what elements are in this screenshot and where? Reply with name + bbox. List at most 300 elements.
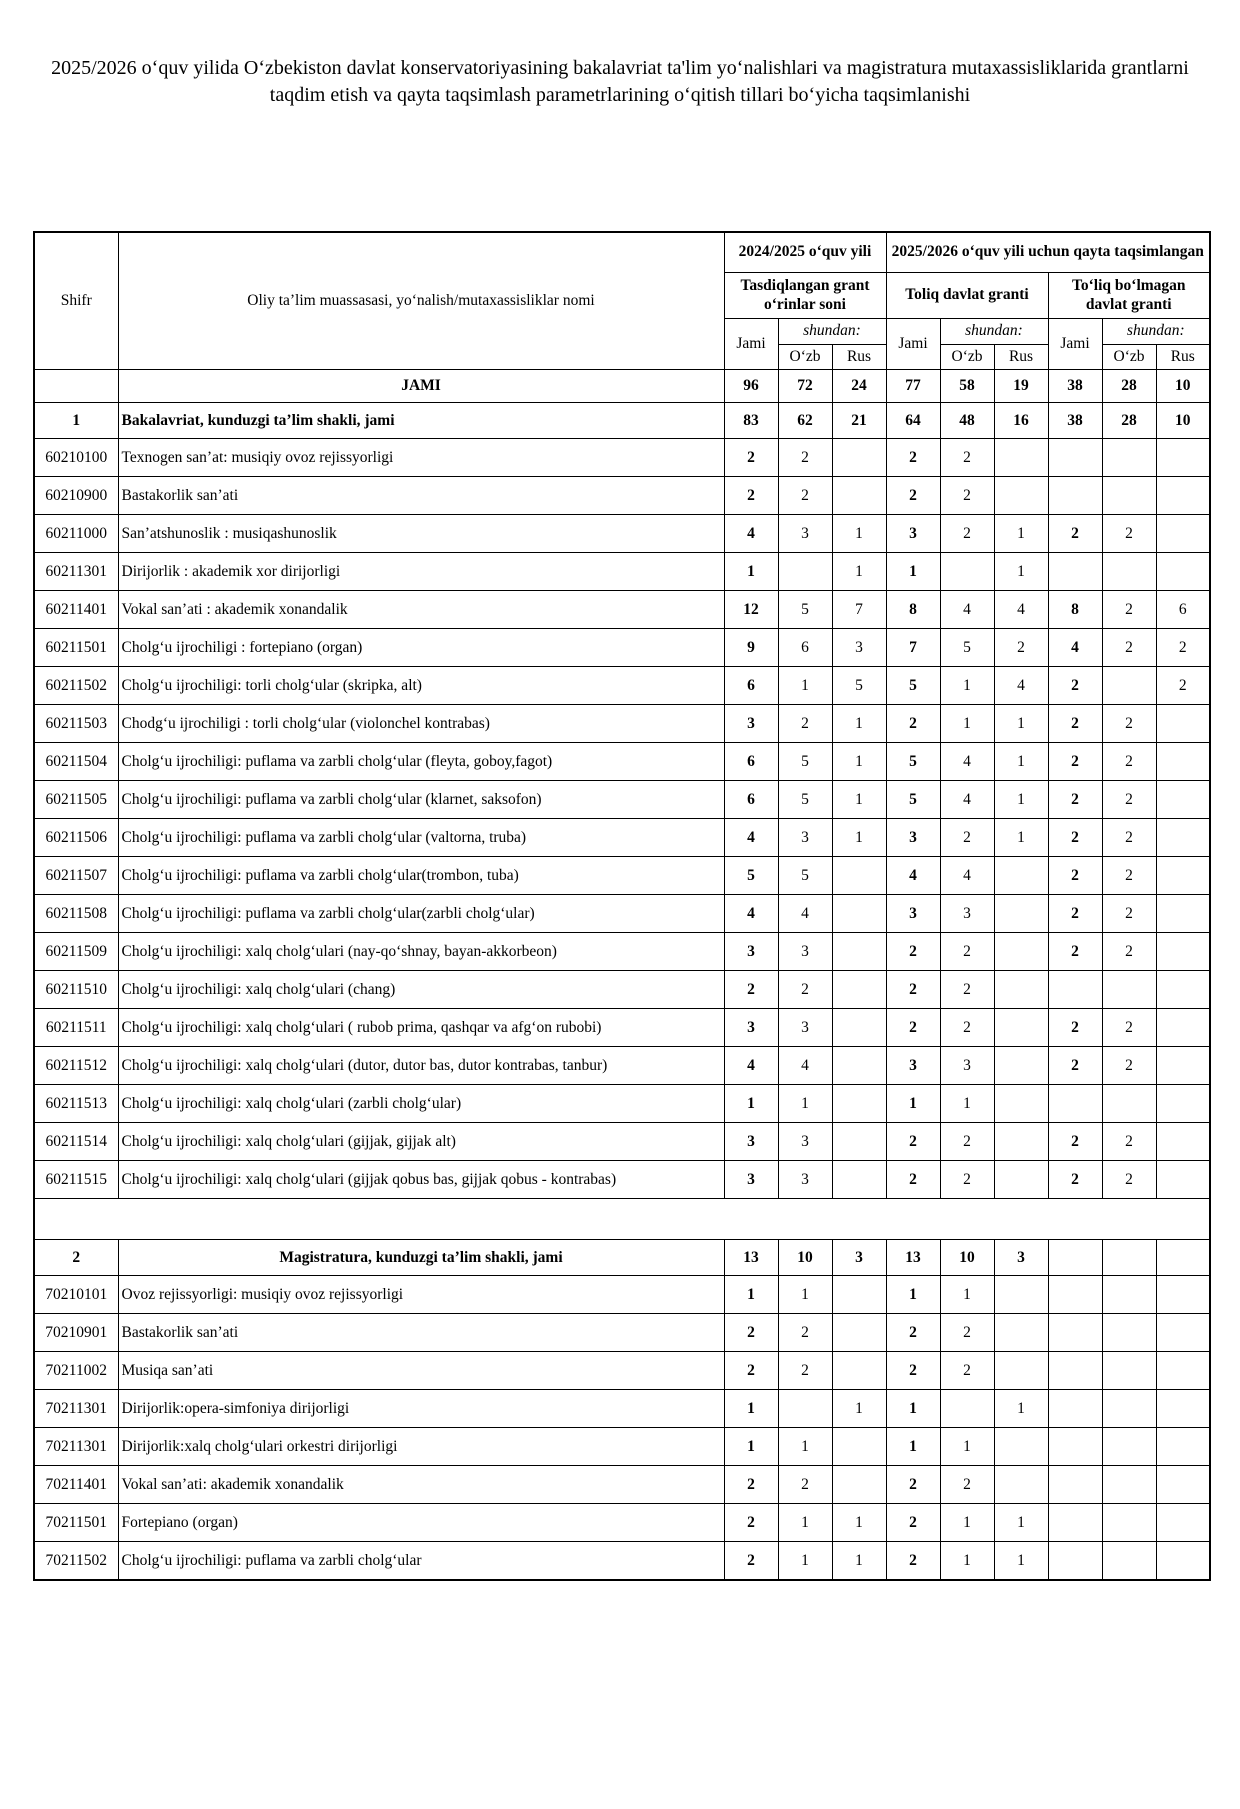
cell-value: 2 [886,971,940,1009]
cell-value: 2 [778,705,832,743]
cell-value: 2 [724,1466,778,1504]
cell-value [832,1161,886,1199]
cell-value: 1 [994,743,1048,781]
cell-value: 3 [778,1123,832,1161]
cell-name: Cholg‘u ijrochiligi: puflama va zarbli cholg‘ular (klarnet, saksofon) [118,781,724,819]
cell-value: 1 [940,1542,994,1581]
cell-name: Magistratura, kunduzgi ta’lim shakli, jami [118,1240,724,1276]
cell-value [1102,439,1156,477]
cell-name: Cholg‘u ijrochiligi: torli cholg‘ular (skripka, alt) [118,667,724,705]
cell-value [832,477,886,515]
cell-value: 2 [1048,743,1102,781]
cell-value: 21 [832,403,886,439]
cell-value: 4 [940,781,994,819]
cell-value: 1 [832,743,886,781]
cell-value [1102,971,1156,1009]
cell-value [832,439,886,477]
cell-value: 2 [778,1352,832,1390]
cell-value: 4 [994,667,1048,705]
cell-value: 2 [1156,629,1210,667]
cell-value: 1 [886,1085,940,1123]
cell-value [1156,1123,1210,1161]
cell-value: 1 [832,781,886,819]
cell-value [1156,895,1210,933]
cell-value: 4 [886,857,940,895]
cell-name: San’atshunoslik : musiqashunoslik [118,515,724,553]
cell-value: 16 [994,403,1048,439]
cell-value [1156,515,1210,553]
cell-value [1048,477,1102,515]
cell-value: 2 [1102,781,1156,819]
cell-value [778,553,832,591]
cell-value: 1 [724,1390,778,1428]
cell-value [1102,1314,1156,1352]
cell-value: 4 [724,1047,778,1085]
cell-value: 10 [1156,370,1210,403]
cell-value [1156,1352,1210,1390]
cell-value: 48 [940,403,994,439]
cell-name: Dirijorlik:opera-simfoniya dirijorligi [118,1390,724,1428]
cell-shifr: 60211505 [34,781,118,819]
cell-value: 2 [724,1504,778,1542]
cell-value [994,933,1048,971]
cell-value: 72 [778,370,832,403]
cell-value: 2 [1048,1123,1102,1161]
cell-value: 1 [940,1428,994,1466]
cell-value [994,895,1048,933]
cell-value: 2 [940,971,994,1009]
cell-value: 3 [886,1047,940,1085]
cell-value: 1 [940,1504,994,1542]
cell-value [1156,1161,1210,1199]
cell-value [1048,1542,1102,1581]
cell-value: 5 [778,743,832,781]
cell-value [1156,819,1210,857]
table-row [34,781,1210,819]
cell-value [1102,1428,1156,1466]
cell-value: 1 [778,1542,832,1581]
cell-value: 2 [940,819,994,857]
cell-value: 2 [886,705,940,743]
cell-value [1156,857,1210,895]
cell-value: 1 [994,1504,1048,1542]
cell-value: 6 [778,629,832,667]
table-row [34,705,1210,743]
cell-name: Texnogen san’at: musiqiy ovoz rejissyorligi [118,439,724,477]
cell-value: 1 [724,1085,778,1123]
cell-value [1048,1428,1102,1466]
cell-value: 3 [778,819,832,857]
cell-value: 1 [994,515,1048,553]
cell-shifr: 60211512 [34,1047,118,1085]
cell-value: 38 [1048,403,1102,439]
cell-shifr: 60211509 [34,933,118,971]
cell-value: 2 [1048,1161,1102,1199]
cell-value [1048,439,1102,477]
cell-value: 4 [724,895,778,933]
cell-value [1156,933,1210,971]
cell-value: 2 [1102,933,1156,971]
cell-value [1156,1542,1210,1581]
cell-value [832,1314,886,1352]
cell-value: 1 [832,553,886,591]
cell-value: 4 [940,743,994,781]
cell-value: 3 [724,1009,778,1047]
cell-value [1102,1240,1156,1276]
cell-value [1156,1240,1210,1276]
cell-value: 2 [940,515,994,553]
table-body [34,370,1210,1581]
cell-value: 2 [1048,895,1102,933]
cell-value [1102,1466,1156,1504]
cell-value [1102,477,1156,515]
cell-value: 2 [886,439,940,477]
jami-header-1: Jami [724,319,778,370]
uzb-header-3: O‘zb [1102,345,1156,370]
cell-value [994,439,1048,477]
cell-value: 2 [1102,819,1156,857]
cell-value [1156,477,1210,515]
cell-value [832,1085,886,1123]
cell-value [994,1428,1048,1466]
cell-name: Cholg‘u ijrochiligi: xalq cholg‘ulari (dutor, dutor bas, dutor kontrabas, tanbur) [118,1047,724,1085]
cell-value [1048,1352,1102,1390]
cell-value: 1 [994,819,1048,857]
cell-value: 8 [1048,591,1102,629]
cell-name: Cholg‘u ijrochiligi: xalq cholg‘ulari (nay-qo‘shnay, bayan-akkorbeon) [118,933,724,971]
cell-value: 1 [724,553,778,591]
cell-shifr: 60211503 [34,705,118,743]
table-row [34,1123,1210,1161]
cell-value: 2 [724,1352,778,1390]
header-year-2025-2026: 2025/2026 o‘quv yili uchun qayta taqsimlangan [886,232,1210,273]
cell-value: 3 [832,1240,886,1276]
cell-value: 1 [832,819,886,857]
cell-value [1156,1009,1210,1047]
cell-name: Dirijorlik : akademik xor dirijorligi [118,553,724,591]
cell-value: 2 [886,933,940,971]
cell-value: 1 [832,705,886,743]
cell-name: Ovoz rejissyorligi: musiqiy ovoz rejissyorligi [118,1276,724,1314]
cell-value: 2 [724,1314,778,1352]
cell-value: 2 [724,1542,778,1581]
cell-value: 6 [1156,591,1210,629]
cell-value [940,1390,994,1428]
cell-value: 58 [940,370,994,403]
cell-value: 1 [994,781,1048,819]
cell-value [1102,1352,1156,1390]
uzb-header-1: O‘zb [778,345,832,370]
cell-value: 2 [1048,1047,1102,1085]
cell-value: 2 [1102,705,1156,743]
cell-name: Cholg‘u ijrochiligi: xalq cholg‘ulari (chang) [118,971,724,1009]
cell-value [1048,1466,1102,1504]
cell-value [1048,1390,1102,1428]
table-row [34,1240,1210,1276]
cell-value [1156,1085,1210,1123]
table-row [34,553,1210,591]
cell-value: 3 [724,1123,778,1161]
cell-value: 1 [940,1276,994,1314]
cell-name: Cholg‘u ijrochiligi: puflama va zarbli cholg‘ular(trombon, tuba) [118,857,724,895]
cell-value: 3 [994,1240,1048,1276]
spacer-row [34,1199,1210,1240]
cell-value: 6 [724,781,778,819]
cell-value [1048,1276,1102,1314]
cell-shifr: 60210900 [34,477,118,515]
cell-value: 6 [724,667,778,705]
cell-shifr: 60211501 [34,629,118,667]
cell-value [994,1123,1048,1161]
cell-value: 5 [886,743,940,781]
cell-value [994,971,1048,1009]
cell-value: 2 [1102,515,1156,553]
cell-value: 5 [724,857,778,895]
cell-value: 2 [940,1466,994,1504]
cell-value [832,1352,886,1390]
cell-value: 4 [940,857,994,895]
cell-shifr: 1 [34,403,118,439]
cell-value: 2 [994,629,1048,667]
table-row [34,1085,1210,1123]
cell-value [994,857,1048,895]
cell-shifr: 60211502 [34,667,118,705]
cell-shifr: 70210901 [34,1314,118,1352]
cell-value [832,895,886,933]
cell-shifr: 70211401 [34,1466,118,1504]
cell-value: 1 [940,705,994,743]
cell-value: 1 [778,667,832,705]
cell-value: 2 [886,1161,940,1199]
cell-value: 5 [886,667,940,705]
cell-value [1048,1085,1102,1123]
cell-value: 1 [778,1428,832,1466]
cell-value: 28 [1102,370,1156,403]
table-row [34,1161,1210,1199]
cell-value: 1 [886,1428,940,1466]
rus-header-1: Rus [832,345,886,370]
cell-value: 2 [940,439,994,477]
cell-value [1156,1314,1210,1352]
table-row [34,515,1210,553]
cell-shifr: 70211002 [34,1352,118,1390]
jami-header-3: Jami [1048,319,1102,370]
cell-shifr: 60210100 [34,439,118,477]
table-row [34,895,1210,933]
cell-value: 1 [886,1276,940,1314]
col-header-shifr: Shifr [34,232,118,370]
cell-value: 2 [940,1161,994,1199]
cell-name: Bastakorlik san’ati [118,1314,724,1352]
cell-value [1156,971,1210,1009]
cell-value: 5 [778,781,832,819]
cell-value: 2 [1102,1009,1156,1047]
table-row [34,629,1210,667]
cell-value [832,1276,886,1314]
shundan-header-1: shundan: [778,319,886,345]
cell-value: 19 [994,370,1048,403]
cell-name: Cholg‘u ijrochiligi: xalq cholg‘ulari (gijjak qobus bas, gijjak qobus - kontrabas) [118,1161,724,1199]
cell-shifr: 60211515 [34,1161,118,1199]
cell-value [778,1390,832,1428]
cell-value: 2 [1048,933,1102,971]
cell-shifr: 70211301 [34,1428,118,1466]
cell-value: 4 [724,515,778,553]
cell-value: 2 [778,477,832,515]
cell-value: 2 [886,477,940,515]
table-row [34,1466,1210,1504]
cell-shifr: 70211502 [34,1542,118,1581]
cell-value: 3 [778,515,832,553]
cell-value: 64 [886,403,940,439]
header-year-2024-2025: 2024/2025 o‘quv yili [724,232,886,273]
cell-name: Cholg‘u ijrochiligi: puflama va zarbli cholg‘ular [118,1542,724,1581]
cell-value: 2 [1048,781,1102,819]
cell-shifr: 60211000 [34,515,118,553]
cell-name: Cholg‘u ijrochiligi: xalq cholg‘ulari (zarbli cholg‘ular) [118,1085,724,1123]
cell-value: 5 [940,629,994,667]
cell-value: 5 [886,781,940,819]
cell-value: 4 [994,591,1048,629]
cell-value: 2 [778,1466,832,1504]
table-row [34,819,1210,857]
cell-value: 96 [724,370,778,403]
cell-value: 2 [1102,1047,1156,1085]
cell-value: 5 [778,591,832,629]
cell-value [832,1009,886,1047]
cell-name: Dirijorlik:xalq cholg‘ulari orkestri dirijorligi [118,1428,724,1466]
cell-value: 2 [1102,629,1156,667]
cell-value [1048,553,1102,591]
cell-value [832,933,886,971]
cell-value: 2 [724,439,778,477]
cell-value: 1 [940,667,994,705]
spacer-cell [34,1199,1210,1240]
cell-value: 2 [940,933,994,971]
cell-value: 3 [724,933,778,971]
cell-value [1156,705,1210,743]
cell-value: 1 [832,515,886,553]
cell-value: 2 [1048,515,1102,553]
table-row [34,933,1210,971]
cell-value: 3 [832,629,886,667]
table-row [34,1276,1210,1314]
cell-name: Cholg‘u ijrochiligi: xalq cholg‘ulari (gijjak, gijjak alt) [118,1123,724,1161]
cell-name: Cholg‘u ijrochiligi : fortepiano (organ) [118,629,724,667]
cell-value [1156,1466,1210,1504]
cell-shifr: 60211506 [34,819,118,857]
cell-name: Cholg‘u ijrochiligi: puflama va zarbli cholg‘ular (valtorna, truba) [118,819,724,857]
cell-shifr: 60211508 [34,895,118,933]
cell-shifr: 60211511 [34,1009,118,1047]
cell-value: 3 [778,933,832,971]
cell-value [1048,971,1102,1009]
cell-shifr: 60211401 [34,591,118,629]
grant-table [33,231,1211,1581]
cell-value: 4 [940,591,994,629]
cell-value [1102,1085,1156,1123]
cell-name: Fortepiano (organ) [118,1504,724,1542]
table-row [34,667,1210,705]
cell-value: 2 [886,1466,940,1504]
rus-header-3: Rus [1156,345,1210,370]
cell-value [994,1047,1048,1085]
cell-value [994,1009,1048,1047]
cell-value [994,1276,1048,1314]
cell-value: 2 [940,1009,994,1047]
cell-value [1048,1504,1102,1542]
table-row [34,857,1210,895]
cell-value: 2 [1102,591,1156,629]
cell-name: Vokal san’ati: akademik xonandalik [118,1466,724,1504]
cell-value [832,971,886,1009]
cell-value: 10 [1156,403,1210,439]
cell-value [994,477,1048,515]
cell-value: 1 [886,1390,940,1428]
cell-name: Vokal san’ati : akademik xonandalik [118,591,724,629]
cell-value [994,1466,1048,1504]
cell-value: 3 [940,895,994,933]
cell-shifr: 60211510 [34,971,118,1009]
cell-name: Cholg‘u ijrochiligi: xalq cholg‘ulari ( rubob prima, qashqar va afg‘on rubobi) [118,1009,724,1047]
cell-value: 9 [724,629,778,667]
header-partial-grant: To‘liq bo‘lmagan davlat granti [1048,273,1210,319]
cell-value: 2 [724,477,778,515]
cell-value: 3 [778,1161,832,1199]
shundan-header-2: shundan: [940,319,1048,345]
cell-value: 2 [778,1314,832,1352]
cell-value: 1 [724,1276,778,1314]
table-row [34,971,1210,1009]
cell-value: 2 [1102,743,1156,781]
cell-value: 2 [886,1352,940,1390]
cell-value: 4 [724,819,778,857]
cell-value: 2 [886,1009,940,1047]
col-header-name: Oliy ta’lim muassasasi, yo‘nalish/mutaxassisliklar nomi [118,232,724,370]
table-row [34,1504,1210,1542]
cell-value [832,1428,886,1466]
cell-value: 4 [778,895,832,933]
cell-value [1102,1390,1156,1428]
cell-shifr: 2 [34,1240,118,1276]
cell-value: 6 [724,743,778,781]
cell-value: 77 [886,370,940,403]
cell-value: 2 [886,1314,940,1352]
table-row [34,1352,1210,1390]
cell-value: 2 [1102,857,1156,895]
cell-value [832,857,886,895]
cell-value: 3 [724,705,778,743]
header-full-grant: Toliq davlat granti [886,273,1048,319]
cell-value [1156,781,1210,819]
cell-name: Cholg‘u ijrochiligi: puflama va zarbli cholg‘ular (fleyta, goboy,fagot) [118,743,724,781]
cell-value: 28 [1102,403,1156,439]
cell-value [1156,1504,1210,1542]
cell-value: 1 [994,705,1048,743]
cell-value: 12 [724,591,778,629]
cell-value: 1 [832,1542,886,1581]
cell-shifr: 60211301 [34,553,118,591]
cell-value: 2 [1048,857,1102,895]
cell-value: 2 [1048,1009,1102,1047]
cell-value: 2 [778,971,832,1009]
cell-value [994,1352,1048,1390]
table-row [34,743,1210,781]
cell-value: 1 [778,1504,832,1542]
cell-value: 3 [886,819,940,857]
cell-value: 2 [1156,667,1210,705]
cell-value [1102,553,1156,591]
